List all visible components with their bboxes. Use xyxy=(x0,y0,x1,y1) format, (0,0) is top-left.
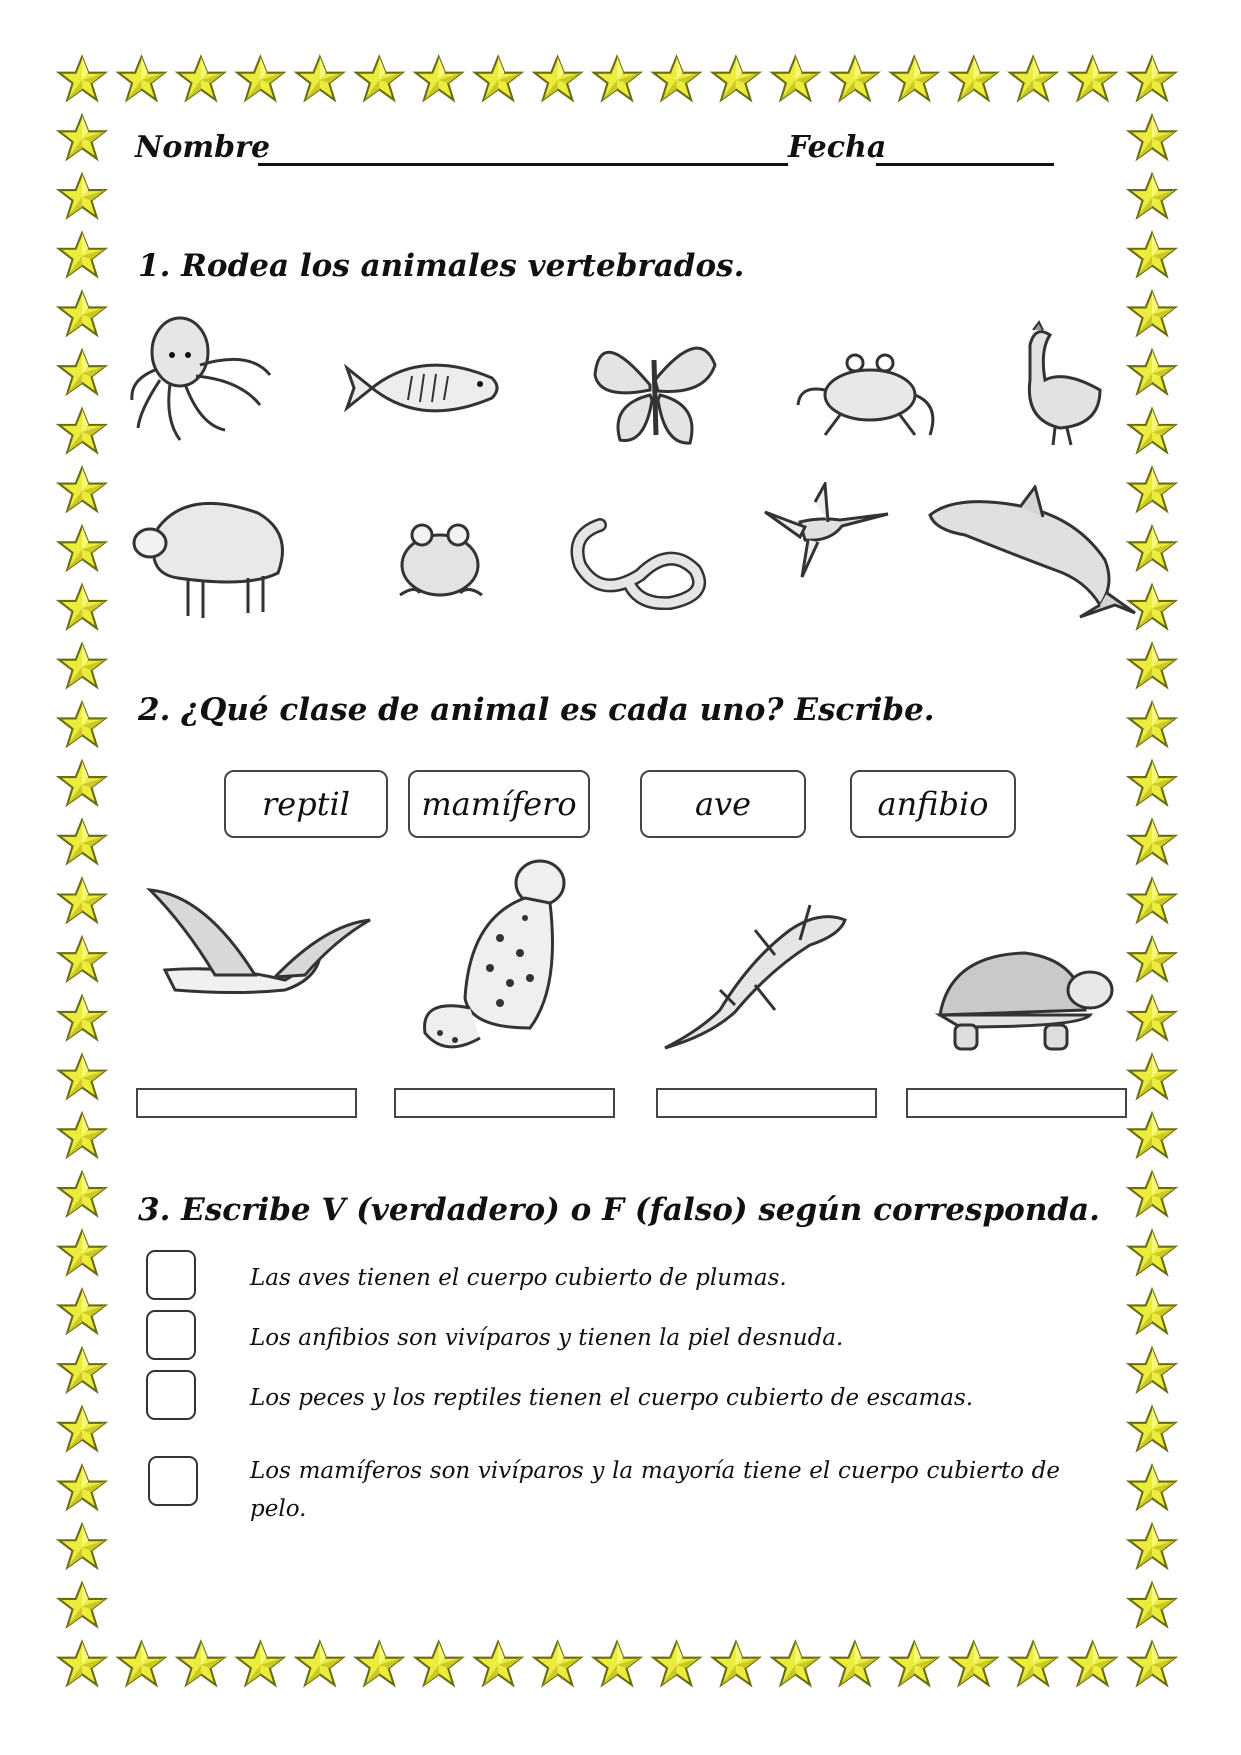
border-star-icon xyxy=(1129,703,1175,746)
statement-4: Los mamíferos son vivíparos y la mayoría tiene el cuerpo cubierto de pelo. xyxy=(250,1458,1060,1522)
border-star-icon xyxy=(59,1055,105,1098)
border-star-icon xyxy=(1129,996,1175,1039)
border-star-icon xyxy=(59,585,105,628)
border-star-icon xyxy=(59,996,105,1039)
lizard-image[interactable] xyxy=(660,900,860,1050)
frog-image[interactable] xyxy=(390,515,490,605)
border-star-icon xyxy=(1069,1642,1115,1685)
tortoise-image[interactable] xyxy=(930,945,1115,1055)
border-star-icon xyxy=(1129,1290,1175,1333)
border-star-icon xyxy=(772,1642,818,1685)
border-star-icon xyxy=(1010,57,1056,100)
answer-box-seagull[interactable] xyxy=(136,1088,357,1118)
tf-box-4[interactable] xyxy=(148,1456,198,1506)
word-anfibio: anfibio xyxy=(850,770,1016,838)
border-star-icon xyxy=(237,57,283,100)
date-label: Fecha xyxy=(788,130,887,165)
border-star-icon xyxy=(59,409,105,452)
border-star-icon xyxy=(891,1642,937,1685)
name-label: Nombre xyxy=(135,130,271,165)
border-star-icon xyxy=(832,57,878,100)
border-star-icon xyxy=(1129,1055,1175,1098)
answer-box-tortoise[interactable] xyxy=(906,1088,1127,1118)
border-star-icon xyxy=(59,1114,105,1157)
border-star-icon xyxy=(653,1642,699,1685)
border-star-icon xyxy=(713,57,759,100)
border-star-icon xyxy=(1129,1172,1175,1215)
date-field[interactable] xyxy=(876,163,1054,166)
border-star-icon xyxy=(297,57,343,100)
border-star-icon xyxy=(59,1466,105,1509)
name-field[interactable] xyxy=(258,163,788,166)
border-star-icon xyxy=(1129,1642,1175,1685)
seagull-image[interactable] xyxy=(145,885,375,1015)
snake-image[interactable] xyxy=(560,505,710,610)
border-star-icon xyxy=(59,644,105,687)
border-star-icon xyxy=(59,761,105,804)
border-star-icon xyxy=(59,1583,105,1626)
border-star-icon xyxy=(1129,1466,1175,1509)
fish-image[interactable] xyxy=(342,348,512,428)
border-star-icon xyxy=(1129,937,1175,980)
border-star-icon xyxy=(951,57,997,100)
border-star-icon xyxy=(118,1642,164,1685)
border-star-icon xyxy=(118,57,164,100)
border-star-icon xyxy=(534,1642,580,1685)
border-star-icon xyxy=(59,1172,105,1215)
border-star-icon xyxy=(1129,644,1175,687)
statement-3: Los peces y los reptiles tienen el cuerpo cubierto de escamas. xyxy=(250,1385,974,1411)
border-star-icon xyxy=(1129,1407,1175,1450)
border-star-icon xyxy=(356,1642,402,1685)
hummingbird-image[interactable] xyxy=(760,482,890,592)
border-star-icon xyxy=(1129,1114,1175,1157)
border-star-icon xyxy=(59,527,105,570)
border-star-icon xyxy=(1129,233,1175,276)
section1-title: 1. Rodea los animales vertebrados. xyxy=(138,248,745,284)
border-star-icon xyxy=(59,1231,105,1274)
border-star-icon xyxy=(772,57,818,100)
octopus-image[interactable] xyxy=(130,310,290,460)
tf-box-1[interactable] xyxy=(146,1250,196,1300)
border-star-icon xyxy=(534,57,580,100)
border-star-icon xyxy=(1129,292,1175,335)
border-star-icon xyxy=(59,1348,105,1391)
border-star-icon xyxy=(1129,1583,1175,1626)
answer-box-lizard[interactable] xyxy=(656,1088,877,1118)
dolphin-image[interactable] xyxy=(925,485,1145,625)
border-star-icon xyxy=(832,1642,878,1685)
border-star-icon xyxy=(59,1290,105,1333)
border-star-icon xyxy=(178,57,224,100)
answer-box-cheetah[interactable] xyxy=(394,1088,615,1118)
word-reptil: reptil xyxy=(224,770,388,838)
border-star-icon xyxy=(59,937,105,980)
border-star-icon xyxy=(59,174,105,217)
border-star-icon xyxy=(1129,1348,1175,1391)
border-star-icon xyxy=(713,1642,759,1685)
border-star-icon xyxy=(891,57,937,100)
border-star-icon xyxy=(59,1642,105,1685)
border-star-icon xyxy=(59,1524,105,1567)
border-star-icon xyxy=(59,57,105,100)
border-star-icon xyxy=(178,1642,224,1685)
border-star-icon xyxy=(1129,350,1175,393)
border-star-icon xyxy=(594,1642,640,1685)
boar-image[interactable] xyxy=(128,488,298,628)
border-star-icon xyxy=(1129,1231,1175,1274)
border-star-icon xyxy=(1010,1642,1056,1685)
border-star-icon xyxy=(1129,116,1175,159)
border-star-icon xyxy=(951,1642,997,1685)
border-star-icon xyxy=(1129,57,1175,100)
border-star-icon xyxy=(1129,820,1175,863)
border-star-icon xyxy=(1069,57,1115,100)
hen-image[interactable] xyxy=(1005,320,1115,450)
border-star-icon xyxy=(1129,174,1175,217)
border-star-icon xyxy=(594,57,640,100)
border-star-icon xyxy=(475,1642,521,1685)
border-star-icon xyxy=(59,820,105,863)
crab-image[interactable] xyxy=(790,345,950,445)
border-star-icon xyxy=(237,1642,283,1685)
cheetah-image[interactable] xyxy=(410,858,590,1058)
tf-box-2[interactable] xyxy=(146,1310,196,1360)
border-star-icon xyxy=(59,350,105,393)
border-star-icon xyxy=(356,57,402,100)
border-star-icon xyxy=(1129,761,1175,804)
section2-title: 2. ¿Qué clase de animal es cada uno? Escribe. xyxy=(138,692,935,728)
section3-title: 3. Escribe V (verdadero) o F (falso) según corresponda. xyxy=(138,1192,1100,1228)
word-mamifero: mamífero xyxy=(408,770,590,838)
border-star-icon xyxy=(297,1642,343,1685)
border-star-icon xyxy=(59,116,105,159)
border-star-icon xyxy=(416,1642,462,1685)
border-star-icon xyxy=(1129,879,1175,922)
border-star-icon xyxy=(1129,409,1175,452)
border-star-icon xyxy=(59,1407,105,1450)
butterfly-image[interactable] xyxy=(590,325,720,455)
border-star-icon xyxy=(59,468,105,511)
border-star-icon xyxy=(416,57,462,100)
border-star-icon xyxy=(475,57,521,100)
word-ave: ave xyxy=(640,770,806,838)
statement-2: Los anfibios son vivíparos y tienen la piel desnuda. xyxy=(250,1325,844,1351)
tf-box-3[interactable] xyxy=(146,1370,196,1420)
border-star-icon xyxy=(59,292,105,335)
border-star-icon xyxy=(59,879,105,922)
statement-1: Las aves tienen el cuerpo cubierto de plumas. xyxy=(250,1265,787,1291)
border-star-icon xyxy=(59,233,105,276)
border-star-icon xyxy=(59,703,105,746)
border-star-icon xyxy=(1129,1524,1175,1567)
border-star-icon xyxy=(653,57,699,100)
